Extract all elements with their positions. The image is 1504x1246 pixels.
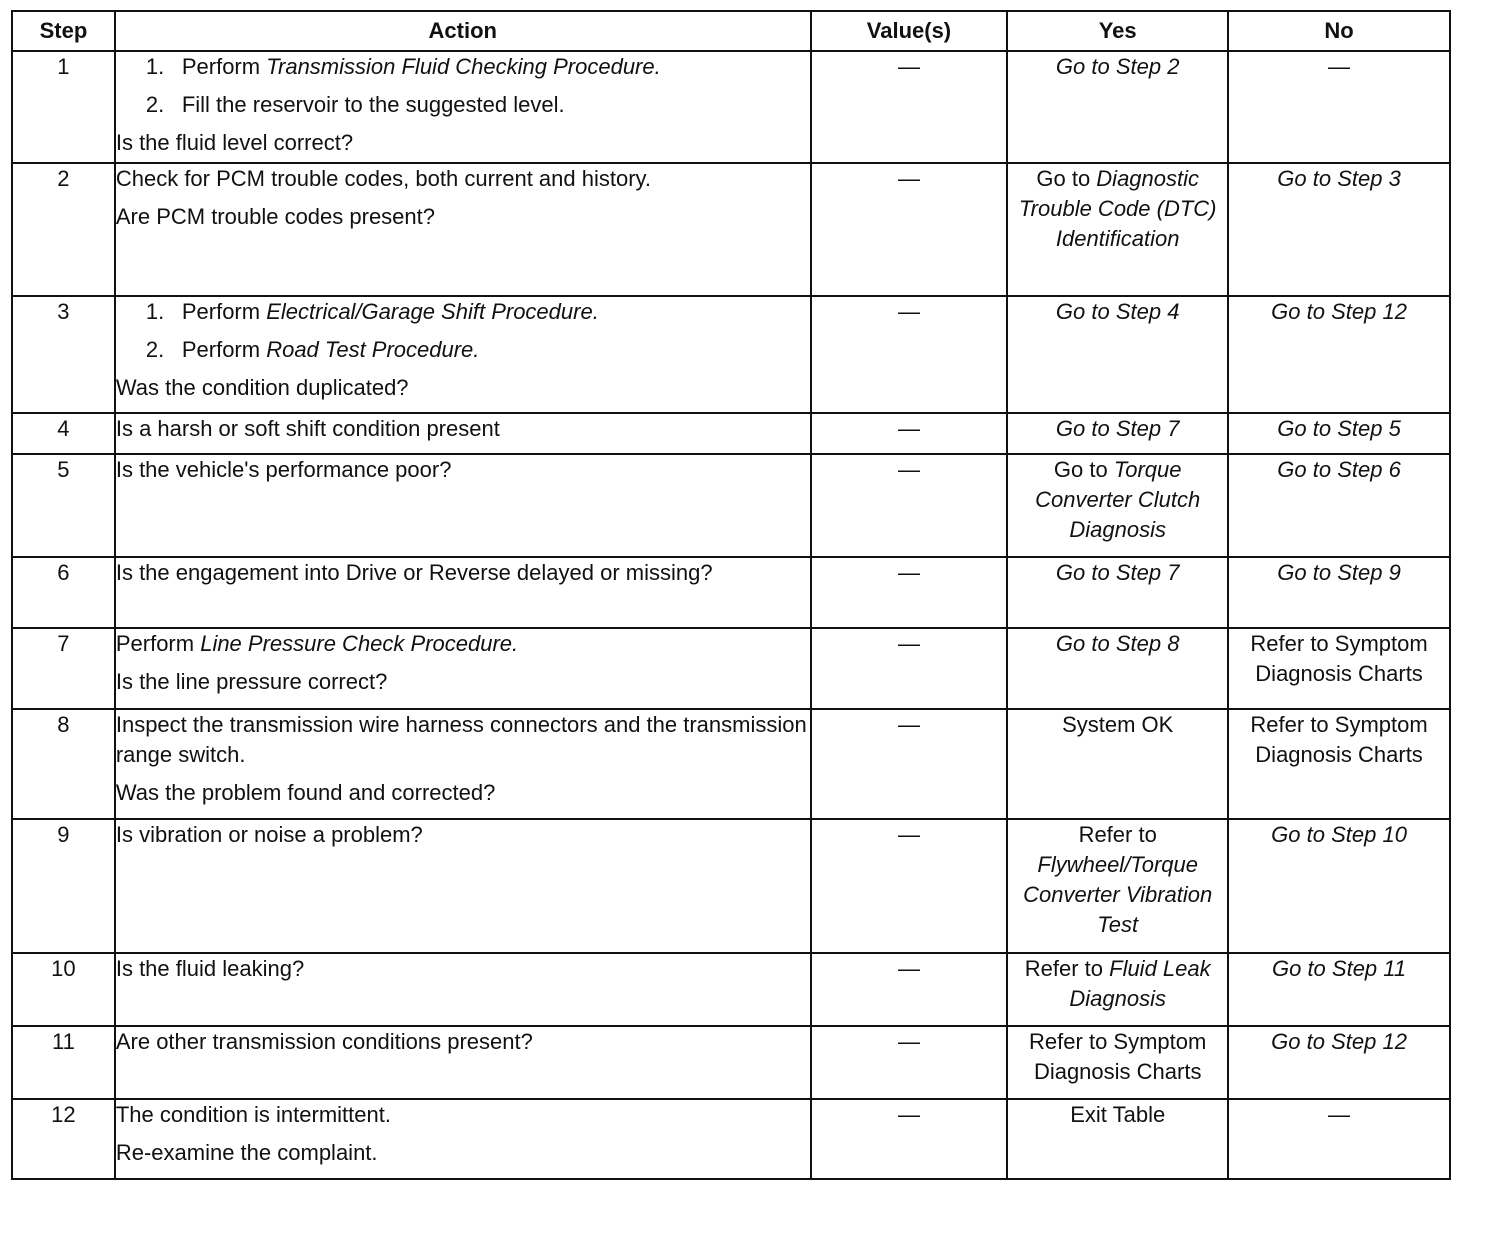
- table-row: [12, 1026, 1450, 1099]
- text-run: Refer to: [1024, 956, 1110, 981]
- reference-text: Go to Step 4: [1055, 299, 1180, 324]
- reference-text: Go to Step 8: [1055, 631, 1180, 656]
- action-cell: [115, 557, 811, 628]
- diagnostic-table: [11, 10, 1451, 1180]
- text-run: —: [1328, 54, 1351, 79]
- list-number: 1.: [145, 54, 165, 79]
- reference-text: Go to Step 7: [1055, 560, 1180, 585]
- table-row: [12, 709, 1450, 819]
- text-run: Check for PCM trouble codes, both current and history.: [115, 166, 652, 191]
- step-number: 3: [12, 296, 115, 413]
- text-run: Inspect the transmission wire harness connectors and the transmission range switch.: [115, 712, 807, 767]
- value-cell: —: [811, 296, 1008, 413]
- text-run: Refer to: [1078, 822, 1157, 847]
- reference-text: Electrical/Garage Shift Procedure.: [266, 299, 599, 324]
- yes-cell: [1007, 953, 1228, 1026]
- action-line: [116, 820, 810, 850]
- text-run: Is a harsh or soft shift condition present: [115, 416, 500, 441]
- text-run: Is the vehicle's performance poor?: [115, 457, 452, 482]
- table-row: [12, 819, 1450, 953]
- action-line: [116, 128, 810, 158]
- yes-cell: [1007, 51, 1228, 163]
- action-line: [116, 414, 810, 444]
- action-line: [116, 1100, 810, 1130]
- value-cell: —: [811, 557, 1008, 628]
- step-number: 12: [12, 1099, 115, 1179]
- text-run: Are PCM trouble codes present?: [115, 204, 436, 229]
- value-cell: —: [811, 163, 1008, 296]
- table-row: [12, 51, 1450, 163]
- no-cell: [1228, 296, 1450, 413]
- text-run: Is the engagement into Drive or Reverse delayed or missing?: [115, 560, 713, 585]
- action-line: [116, 1138, 810, 1168]
- step-number: 5: [12, 454, 115, 557]
- no-cell: [1228, 454, 1450, 557]
- no-cell: [1228, 1026, 1450, 1099]
- table-row: [12, 413, 1450, 454]
- action-line: [116, 667, 810, 697]
- action-list-item: [116, 297, 810, 327]
- header-no: No: [1228, 11, 1450, 51]
- step-number: 11: [12, 1026, 115, 1099]
- step-number: 7: [12, 628, 115, 709]
- table-row: [12, 163, 1450, 296]
- text-run: Is the line pressure correct?: [115, 669, 388, 694]
- reference-text: Torque Converter Clutch Diagnosis: [1035, 457, 1201, 542]
- no-cell: [1228, 709, 1450, 819]
- table-row: [12, 454, 1450, 557]
- action-list-item: [116, 335, 810, 365]
- step-number: 1: [12, 51, 115, 163]
- text-run: Refer to Symptom Diagnosis Charts: [1250, 712, 1428, 767]
- reference-text: Go to Step 9: [1277, 560, 1401, 585]
- action-line: [116, 164, 810, 194]
- value-cell: —: [811, 709, 1008, 819]
- no-cell: [1228, 51, 1450, 163]
- list-number: 2.: [145, 337, 165, 362]
- step-number: 8: [12, 709, 115, 819]
- text-run: Was the condition duplicated?: [115, 375, 409, 400]
- reference-text: Diagnostic Trouble Code (DTC) Identification: [1018, 166, 1217, 251]
- table-row: [12, 628, 1450, 709]
- reference-text: Transmission Fluid Checking Procedure.: [266, 54, 661, 79]
- text-run: Are other transmission conditions present?: [115, 1029, 533, 1054]
- text-run: Is the fluid leaking?: [115, 956, 305, 981]
- action-cell: [115, 819, 811, 953]
- reference-text: Line Pressure Check Procedure.: [200, 631, 519, 656]
- yes-cell: [1007, 454, 1228, 557]
- value-cell: —: [811, 1026, 1008, 1099]
- action-line: [116, 1027, 810, 1057]
- action-line: [116, 954, 810, 984]
- reference-text: Go to Step 12: [1271, 1029, 1407, 1054]
- yes-cell: [1007, 1099, 1228, 1179]
- step-number: 9: [12, 819, 115, 953]
- step-number: 2: [12, 163, 115, 296]
- reference-text: Go to Step 12: [1271, 299, 1407, 324]
- text-run: System OK: [1062, 712, 1174, 737]
- text-run: Perform: [181, 299, 267, 324]
- list-number: 2.: [145, 92, 165, 117]
- reference-text: Go to Step 10: [1271, 822, 1407, 847]
- header-yes: Yes: [1007, 11, 1228, 51]
- value-cell: —: [811, 454, 1008, 557]
- action-cell: [115, 953, 811, 1026]
- step-number: 10: [12, 953, 115, 1026]
- no-cell: [1228, 628, 1450, 709]
- header-action: Action: [115, 11, 811, 51]
- action-line: [116, 373, 810, 403]
- action-cell: [115, 628, 811, 709]
- text-run: Re-examine the complaint.: [115, 1140, 378, 1165]
- no-cell: [1228, 413, 1450, 454]
- action-list-item: [116, 52, 810, 82]
- action-line: [116, 202, 810, 232]
- step-number: 6: [12, 557, 115, 628]
- text-run: Refer to Symptom Diagnosis Charts: [1250, 631, 1428, 686]
- no-cell: [1228, 819, 1450, 953]
- value-cell: —: [811, 413, 1008, 454]
- action-cell: [115, 454, 811, 557]
- step-number: 4: [12, 413, 115, 454]
- reference-text: Go to Step 11: [1271, 956, 1407, 981]
- action-cell: [115, 1099, 811, 1179]
- text-run: —: [1328, 1102, 1351, 1127]
- text-run: Exit Table: [1070, 1102, 1166, 1127]
- text-run: Go to: [1053, 457, 1114, 482]
- value-cell: —: [811, 51, 1008, 163]
- action-list-item: [116, 90, 810, 120]
- table-row: [12, 296, 1450, 413]
- text-run: Refer to Symptom Diagnosis Charts: [1029, 1029, 1207, 1084]
- action-cell: [115, 413, 811, 454]
- yes-cell: [1007, 557, 1228, 628]
- no-cell: [1228, 163, 1450, 296]
- text-run: Perform: [181, 54, 267, 79]
- reference-text: Flywheel/Torque Converter Vibration Test: [1023, 852, 1213, 937]
- yes-cell: [1007, 1026, 1228, 1099]
- table-row: [12, 953, 1450, 1026]
- no-cell: [1228, 557, 1450, 628]
- text-run: Was the problem found and corrected?: [115, 780, 496, 805]
- yes-cell: [1007, 296, 1228, 413]
- text-run: The condition is intermittent.: [115, 1102, 391, 1127]
- action-cell: [115, 51, 811, 163]
- yes-cell: [1007, 163, 1228, 296]
- text-run: Perform: [181, 337, 267, 362]
- yes-cell: [1007, 413, 1228, 454]
- value-cell: —: [811, 953, 1008, 1026]
- no-cell: [1228, 953, 1450, 1026]
- value-cell: —: [811, 628, 1008, 709]
- reference-text: Road Test Procedure.: [266, 337, 480, 362]
- reference-text: Fluid Leak Diagnosis: [1069, 956, 1211, 1011]
- reference-text: Go to Step 7: [1055, 416, 1180, 441]
- no-cell: [1228, 1099, 1450, 1179]
- text-run: Go to: [1036, 166, 1097, 191]
- table-row: [12, 1099, 1450, 1179]
- action-line: [116, 558, 810, 588]
- action-line: [116, 710, 810, 770]
- yes-cell: [1007, 709, 1228, 819]
- value-cell: —: [811, 819, 1008, 953]
- yes-cell: [1007, 819, 1228, 953]
- value-cell: —: [811, 1099, 1008, 1179]
- header-values: Value(s): [811, 11, 1008, 51]
- text-run: Perform: [115, 631, 201, 656]
- header-row: [12, 11, 1450, 51]
- text-run: Is vibration or noise a problem?: [115, 822, 423, 847]
- reference-text: Go to Step 2: [1055, 54, 1180, 79]
- action-cell: [115, 1026, 811, 1099]
- action-line: [116, 455, 810, 485]
- action-line: [116, 778, 810, 808]
- header-step: Step: [12, 11, 115, 51]
- text-run: Fill the reservoir to the suggested level.: [181, 92, 565, 117]
- action-cell: [115, 709, 811, 819]
- yes-cell: [1007, 628, 1228, 709]
- action-cell: [115, 163, 811, 296]
- reference-text: Go to Step 5: [1277, 416, 1401, 441]
- action-line: [116, 629, 810, 659]
- reference-text: Go to Step 3: [1277, 166, 1401, 191]
- list-number: 1.: [145, 299, 165, 324]
- reference-text: Go to Step 6: [1277, 457, 1401, 482]
- text-run: Is the fluid level correct?: [115, 130, 354, 155]
- action-cell: [115, 296, 811, 413]
- table-row: [12, 557, 1450, 628]
